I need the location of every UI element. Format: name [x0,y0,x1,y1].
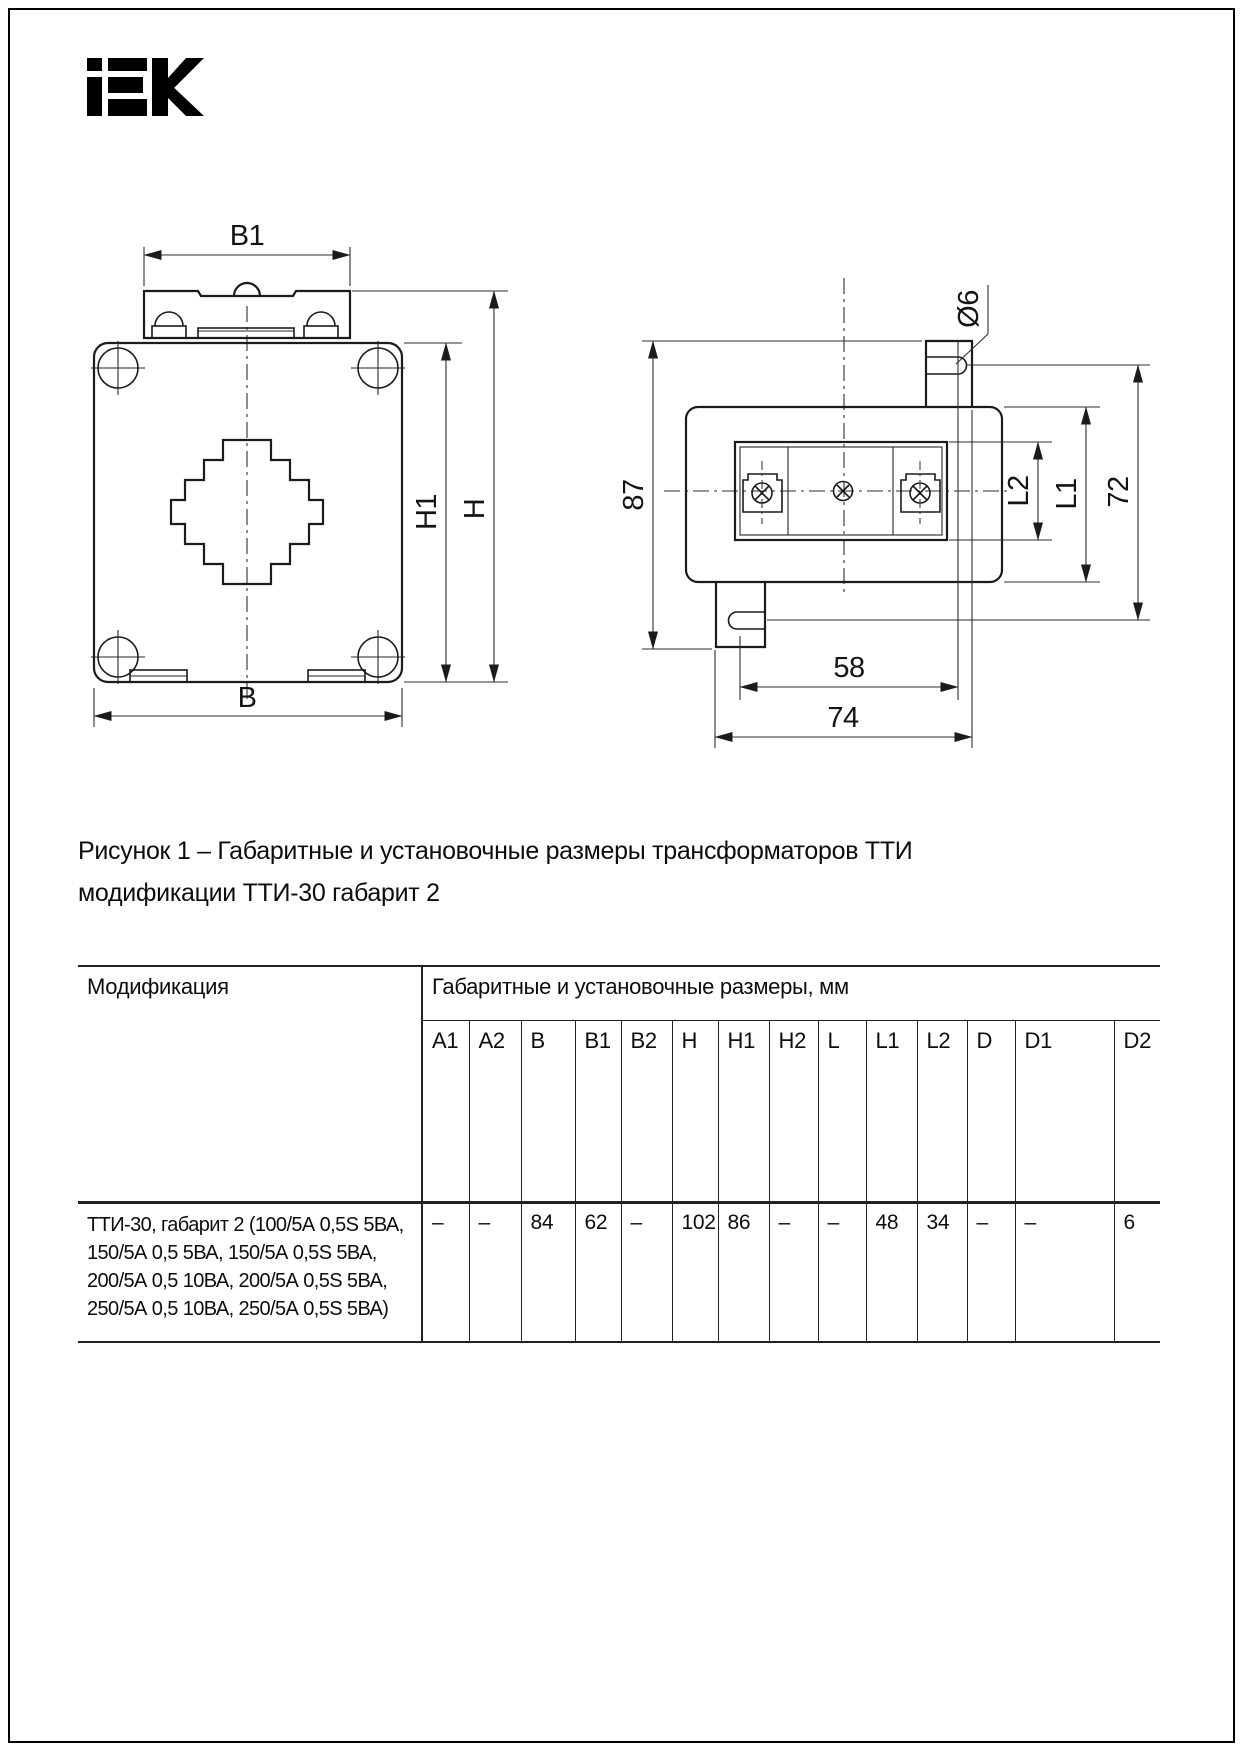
col-header-l2: L2 [917,1021,967,1203]
dim-label-87: 87 [618,479,650,511]
cell-b1: 62 [575,1203,621,1343]
cell-a1: – [422,1203,469,1343]
col-header-l1: L1 [866,1021,917,1203]
iek-logo-glyphs [87,58,204,116]
col-header-l: L [818,1021,866,1203]
cell-b2: – [621,1203,672,1343]
col-header-b1: B1 [575,1021,621,1203]
bracket-center-dome [234,283,260,296]
cell-h1: 86 [718,1203,769,1343]
cell-d1: – [1015,1203,1114,1343]
dim-label-l2: L2 [1003,475,1035,507]
col-header-b2: B2 [621,1021,672,1203]
figure-caption-line2: модификации ТТИ-30 габарит 2 [78,879,440,907]
cell-a2: – [469,1203,521,1343]
dim-label-h1: H1 [411,493,443,531]
table-row [78,1203,1160,1343]
figure-caption [78,830,1138,914]
corner-screw-icon [91,341,145,395]
cell-h: 102 [672,1203,718,1343]
col-header-d1: D1 [1015,1021,1114,1203]
dim-label-h: H [459,498,491,520]
col-header-h1: H1 [718,1021,769,1203]
dim-label-d6: Ø6 [953,290,985,328]
col-header-h: H [672,1021,718,1203]
cell-l1: 48 [866,1203,917,1343]
figure-caption-line1: Рисунок 1 – Габаритные и установочные размеры трансформаторов ТТИ [78,837,913,865]
col-header-d: D [967,1021,1015,1203]
slot-round-end [729,612,738,629]
table-header-dimensions: Габаритные и установочные размеры, мм [422,966,1160,1021]
bottom-slot [308,670,365,682]
dim-label-b: B [237,682,257,714]
figure-drawings [0,140,1244,780]
cell-d: – [967,1203,1015,1343]
bracket-screw-dome [307,312,335,326]
dim-label-72: 72 [1103,476,1135,508]
cell-modification: ТТИ-30, габарит 2 (100/5А 0,5S 5ВА, 150/5А 0,5 5ВА, 150/5А 0,5S 5ВА, 200/5А 0,5 10ВА, 200/5А 0,5S 5ВА, 250/5А 0,5 10ВА, 250/5А 0,5S 5ВА) [78,1203,422,1343]
dimensions-table-wrap [78,965,1160,1343]
cell-d2: 6 [1114,1203,1160,1343]
col-header-b: B [521,1021,575,1203]
dim-label-74: 74 [827,702,859,734]
corner-screw-icon [351,341,405,395]
col-header-a1: A1 [422,1021,469,1203]
slot-round-end [958,357,967,374]
dim-label-58: 58 [833,652,865,684]
dim-label-b1: B1 [229,220,265,252]
col-header-d2: D2 [1114,1021,1160,1203]
top-mounting-foot [926,341,972,407]
front-body [94,343,402,682]
front-view [91,220,508,727]
table-header-modification: Модификация [78,966,422,1203]
col-header-h2: H2 [769,1021,818,1203]
cell-l: – [818,1203,866,1343]
dim-label-l1: L1 [1051,478,1083,510]
side-view [618,278,1150,748]
bottom-slot [130,670,187,682]
bracket-screw-dome [155,312,183,326]
cell-l2: 34 [917,1203,967,1343]
dimensions-table [78,965,1160,1343]
cell-b: 84 [521,1203,575,1343]
col-header-a2: A2 [469,1021,521,1203]
iek-logo [72,56,206,118]
cell-h2: – [769,1203,818,1343]
